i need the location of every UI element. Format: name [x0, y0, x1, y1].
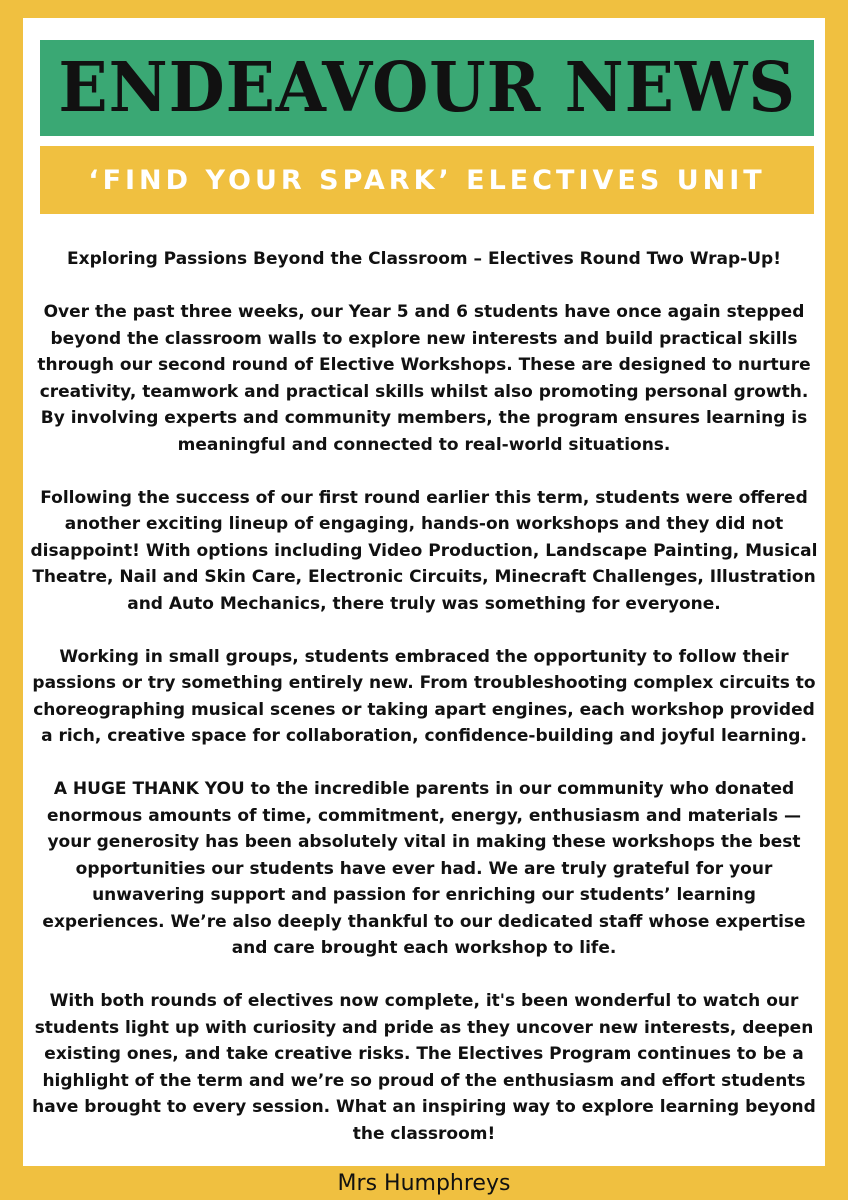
masthead-banner: [40, 40, 814, 136]
article-paragraph: Over the past three weeks, our Year 5 and 6 students have once again stepped beyond the classroom walls to explore new interests and build practical skills through our second round of Elective Workshops. These are designed to nurture creativity, teamwork and practical skills whilst also promoting personal growth. By involving experts and community members, the program ensures learning is meaningful and connected to real-world situations.: [37, 302, 811, 455]
article-headline: Exploring Passions Beyond the Classroom – Electives Round Two Wrap-Up!: [67, 249, 781, 269]
subhead-banner: [40, 146, 814, 214]
article-paragraph: A HUGE THANK YOU to the incredible parents in our community who donated enormous amounts of time, commitment, energy, enthusiasm and materials — your generosity has been absolutely vital in making these workshops the best opportunities our students have ever had. We are truly grateful for your unwavering support and passion for enriching our students’ learning experiences. We’re also deeply thankful to our dedicated staff whose expertise and care brought each workshop to life.: [42, 779, 806, 958]
masthead-title: ENDEAVOUR NEWS: [58, 48, 796, 128]
article-body: [30, 246, 818, 1147]
article-paragraph: Working in small groups, students embraced the opportunity to follow their passions or try something entirely new. From troubleshooting complex circuits to choreographing musical scenes or taking apart engines, each workshop provided a rich, creative space for collaboration, confidence-building and joyful learning.: [32, 646, 816, 746]
subhead-title: ‘FIND YOUR SPARK’ ELECTIVES UNIT: [88, 164, 766, 196]
signoff-author: Mrs Humphreys: [337, 1170, 511, 1196]
article-paragraph: With both rounds of electives now complete, it's been wonderful to watch our students light up with curiosity and pride as they uncover new interests, deepen existing ones, and take creative risks. The Electives Program continues to be a highlight of the term and we’re so proud of the enthusiasm and effort students have brought to every session. What an inspiring way to explore learning beyond the classroom!: [32, 991, 816, 1144]
article-paragraph: Following the success of our first round earlier this term, students were offered another exciting lineup of engaging, hands-on workshops and they did not disappoint! With options including Video Production, Landscape Painting, Musical Theatre, Nail and Skin Care, Electronic Circuits, Minecraft Challenges, Illustration and Auto Mechanics, there truly was something for everyone.: [30, 487, 818, 614]
